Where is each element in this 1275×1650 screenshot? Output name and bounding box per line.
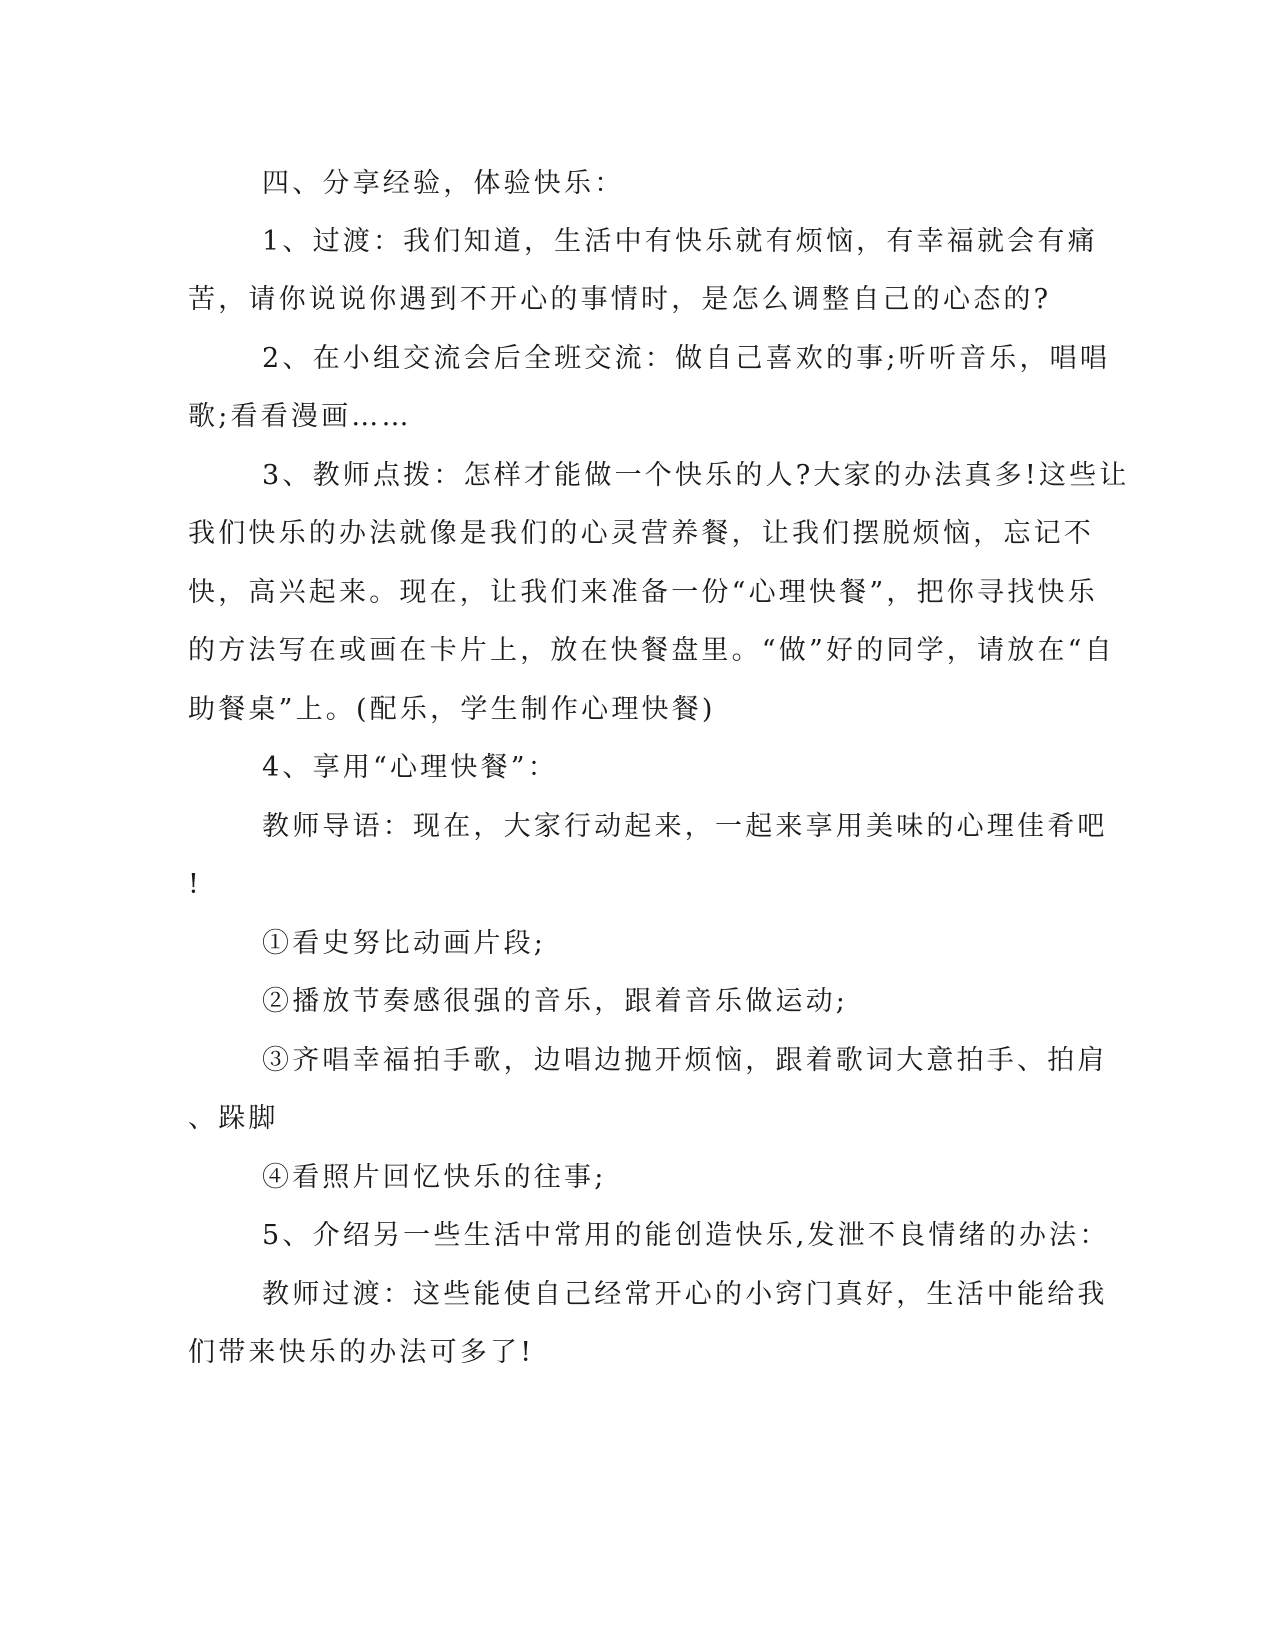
paragraph-line: 教师过渡：这些能使自己经常开心的小窍门真好，生活中能给我	[262, 1279, 1108, 1310]
list-item: 、跺脚	[188, 1103, 279, 1134]
paragraph-line: 助餐桌”上。(配乐，学生制作心理快餐)	[188, 694, 716, 725]
paragraph-line: 5、介绍另一些生活中常用的能创造快乐,发泄不良情绪的办法：	[262, 1220, 1110, 1251]
paragraph-line: 的方法写在或画在卡片上，放在快餐盘里。“做”好的同学，请放在“自	[188, 635, 1115, 666]
list-item: ②播放节奏感很强的音乐，跟着音乐做运动;	[262, 986, 849, 1017]
paragraph-line: 快，高兴起来。现在，让我们来准备一份“心理快餐”，把你寻找快乐	[188, 577, 1098, 608]
list-item: ①看史努比动画片段;	[262, 928, 547, 959]
paragraph-line: 3、教师点拨：怎样才能做一个快乐的人?大家的办法真多!这些让	[262, 460, 1130, 491]
paragraph-line: 教师导语：现在，大家行动起来，一起来享用美味的心理佳肴吧	[262, 811, 1108, 842]
paragraph-line: 1、过渡：我们知道，生活中有快乐就有烦恼，有幸福就会有痛	[262, 226, 1098, 257]
paragraph-line: 歌;看看漫画……	[188, 401, 412, 432]
paragraph-line: 我们快乐的办法就像是我们的心灵营养餐，让我们摆脱烦恼，忘记不	[188, 518, 1094, 549]
paragraph-line: !	[188, 869, 203, 900]
paragraph-line: 们带来快乐的办法可多了!	[188, 1337, 535, 1368]
paragraph-line: 2、在小组交流会后全班交流：做自己喜欢的事;听听音乐，唱唱	[262, 343, 1111, 374]
paragraph-line: 苦，请你说说你遇到不开心的事情时，是怎么调整自己的心态的?	[188, 284, 1052, 315]
paragraph-line: 4、享用“心理快餐”：	[262, 752, 558, 783]
list-item: ③齐唱幸福拍手歌，边唱边抛开烦恼，跟着歌词大意拍手、拍肩	[262, 1045, 1108, 1076]
list-item: ④看照片回忆快乐的往事;	[262, 1162, 607, 1193]
section-heading: 四、分享经验，体验快乐：	[262, 168, 625, 199]
